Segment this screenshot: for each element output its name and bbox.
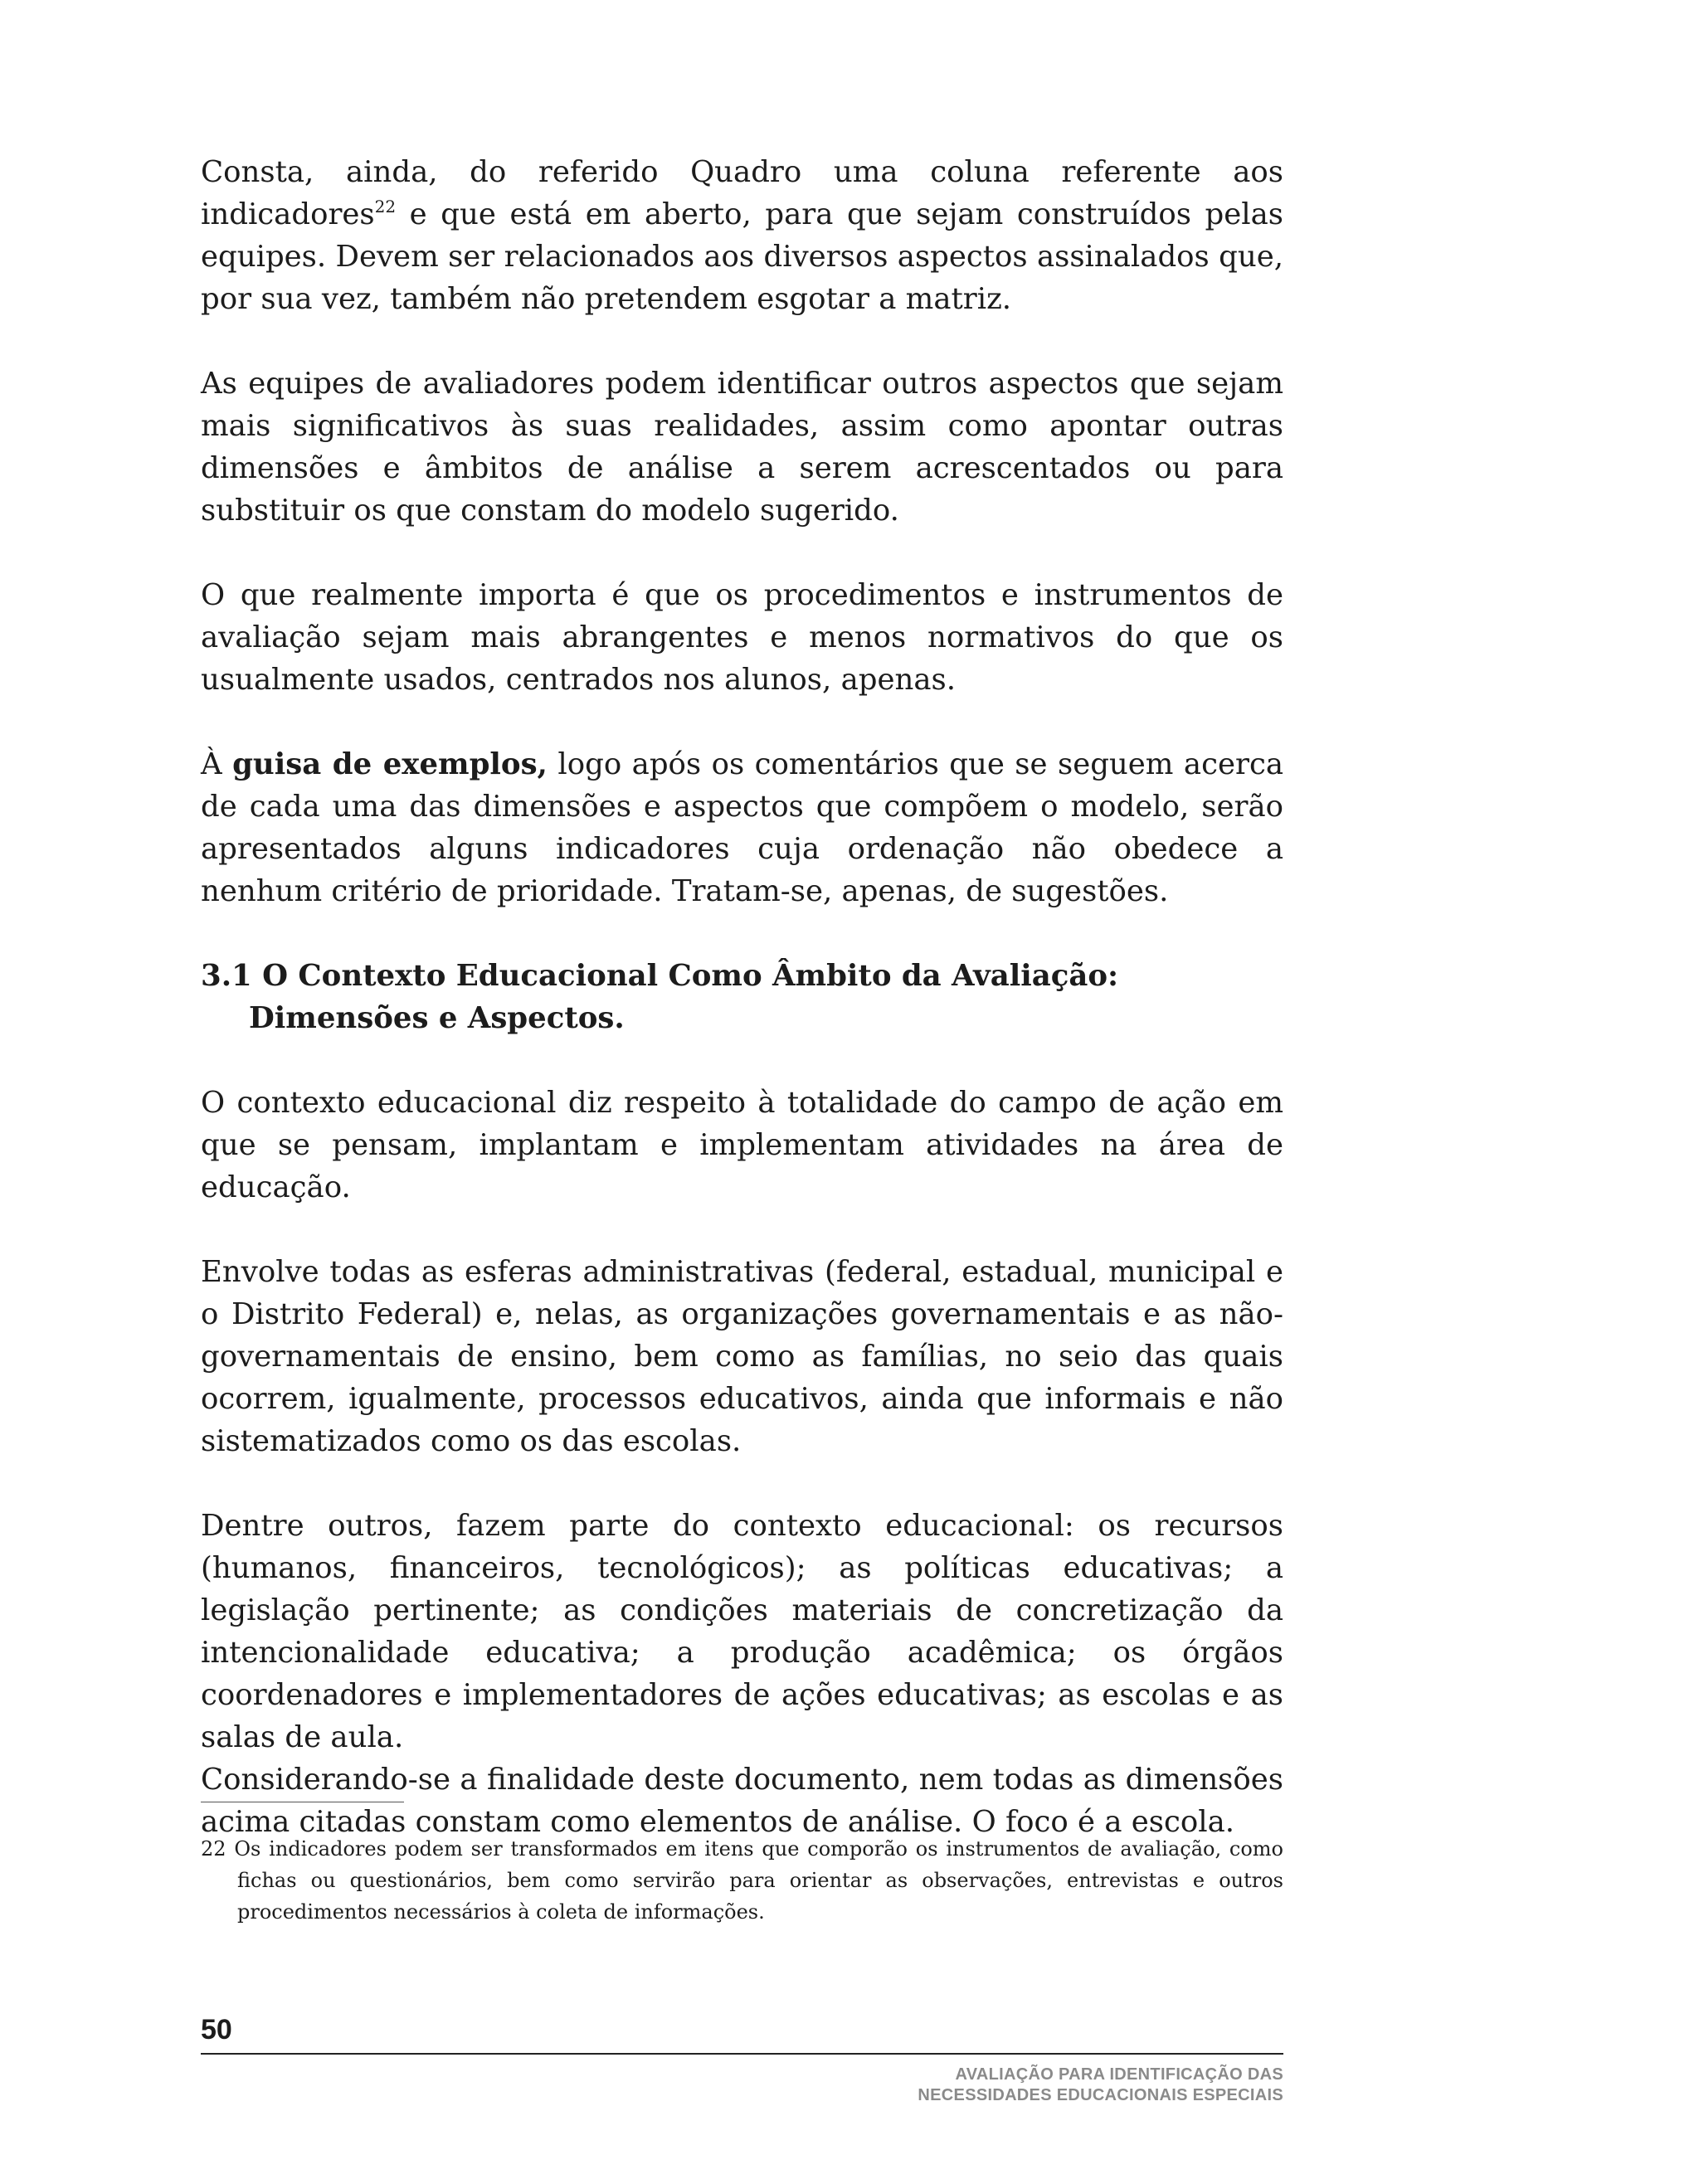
paragraph-foco: Considerando-se a finalidade deste documento, nem todas as dimensões acima citadas constam como elementos de análise. O foco é a escola. <box>201 1763 1283 1839</box>
paragraph-text: À <box>201 747 233 781</box>
paragraph-text: logo após os comentários que se seguem acerca de cada uma das dimensões e aspectos que compõem o modelo, serão apresentados alguns indicadores cuja ordenação não obedece a nenhum critério de prioridade. Tratam-se, apenas, de sugestões. <box>201 747 1283 908</box>
section-heading <box>201 955 1283 1039</box>
paragraph-esferas: Envolve todas as esferas administrativas (federal, estadual, municipal e o Distrito Federal) e, nelas, as organizações governamentais e as não-governamentais de ensino, bem como as famílias, no seio das quais ocorrem, igualmente, processos educativos, ainda que informais e não sistematizados como os das escolas. <box>201 1255 1283 1458</box>
footer-divider <box>201 2053 1283 2055</box>
paragraph-dentre-outros: Dentre outros, fazem parte do contexto educacional: os recursos (humanos, financeiros, tecnológicos); as políticas educativas; a legislação pertinente; as condições materiais de concretização da intencionalidade educativa; a produção acadêmica; os órgãos coordenadores e implementadores de ações educativas; as escolas e as salas de aula. <box>201 1509 1283 1754</box>
paragraph-importa: O que realmente importa é que os procedimentos e instrumentos de avaliação sejam mais abrangentes e menos normativos do que os usualmente usados, centrados nos alunos, apenas. <box>201 578 1283 697</box>
running-footer <box>918 2065 1283 2106</box>
paragraph-text: Consta, ainda, do referido Quadro uma coluna referente aos indicadores <box>201 155 1283 231</box>
section-heading-line1: 3.1 O Contexto Educacional Como Âmbito da Avaliação: <box>201 959 1119 993</box>
emphasis-guisa-de-exemplos: guisa de exemplos, <box>232 747 548 781</box>
page-number: 50 <box>201 2014 232 2045</box>
paragraph-contexto: O contexto educacional diz respeito à totalidade do campo de ação em que se pensam, implantam e implementam atividades na área de educação. <box>201 1086 1283 1204</box>
running-footer-line2: NECESSIDADES EDUCACIONAIS ESPECIAIS <box>918 2086 1283 2104</box>
page-body <box>201 151 1283 1843</box>
paragraph-indicadores <box>201 151 1283 320</box>
footnote-reference[interactable]: 22 <box>374 197 397 216</box>
section-heading-line2: Dimensões e Aspectos. <box>249 1001 625 1035</box>
paragraph-exemplos <box>201 743 1283 912</box>
paragraph-text: e que está em aberto, para que sejam construídos pelas equipes. Devem ser relacionados aos diversos aspectos assinalados que, por sua vez, também não pretendem esgotar a matriz. <box>201 197 1283 316</box>
paragraph-equipes: As equipes de avaliadores podem identificar outros aspectos que sejam mais significativos às suas realidades, assim como apontar outras dimensões e âmbitos de análise a serem acrescentados ou para substituir os que constam do modelo sugerido. <box>201 367 1283 528</box>
running-footer-line1: AVALIAÇÃO PARA IDENTIFICAÇÃO DAS <box>955 2065 1283 2084</box>
footnote-22: 22 Os indicadores podem ser transformados em itens que comporão os instrumentos de avaliação, como fichas ou questionários, bem como servirão para orientar as observações, entrevistas e outros procedimentos necessários à coleta de informações. <box>201 1837 1283 1924</box>
